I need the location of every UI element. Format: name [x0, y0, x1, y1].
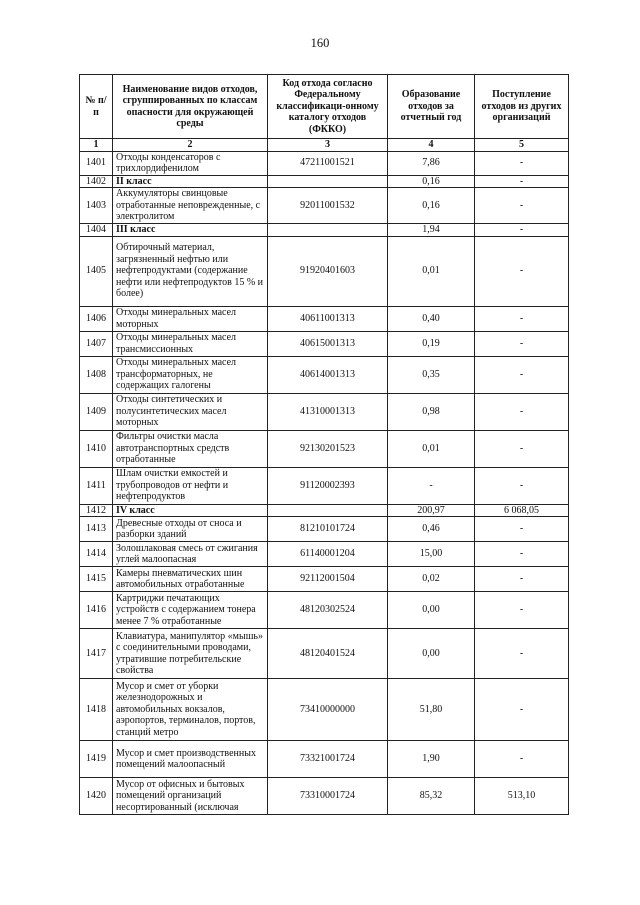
table-row — [80, 188, 569, 224]
waste-name: Отходы минеральных масел моторных — [113, 306, 268, 331]
received-amount: - — [475, 151, 569, 175]
waste-name: Фильтры очистки масла автотранспортных средств отработанные — [113, 430, 268, 467]
row-number: 1415 — [80, 567, 113, 592]
received-amount: - — [475, 331, 569, 356]
table-row — [80, 393, 569, 430]
row-number: 1419 — [80, 741, 113, 778]
waste-name: Мусор и смет производственных помещений малоопасный — [113, 741, 268, 778]
waste-name: Шлам очистки емкостей и трубопроводов от нефти и нефтепродуктов — [113, 467, 268, 504]
row-number: 1418 — [80, 679, 113, 741]
row-number: 1405 — [80, 236, 113, 306]
row-number: 1411 — [80, 467, 113, 504]
waste-name: Отходы минеральных масел трансформаторных, не содержащих галогены — [113, 356, 268, 393]
table-row — [80, 151, 569, 175]
row-number: 1406 — [80, 306, 113, 331]
row-number: 1409 — [80, 393, 113, 430]
hazard-class-name: IV класс — [113, 504, 268, 517]
table-row — [80, 629, 569, 679]
fkko-code: 92011001532 — [268, 188, 388, 224]
class-row — [80, 504, 569, 517]
column-number: 4 — [388, 139, 475, 152]
waste-name: Отходы синтетических и полусинтетических масел моторных — [113, 393, 268, 430]
hazard-class-name: III класс — [113, 224, 268, 237]
page-number: 160 — [310, 36, 330, 50]
fkko-code: 40614001313 — [268, 356, 388, 393]
column-number: 2 — [113, 139, 268, 152]
column-number: 3 — [268, 139, 388, 152]
table-row — [80, 467, 569, 504]
header-num: № п/п — [80, 75, 113, 139]
waste-name: Отходы конденсаторов с трихлордифенилом — [113, 151, 268, 175]
waste-name: Отходы минеральных масел трансмиссионных — [113, 331, 268, 356]
generated-amount: 0,01 — [388, 430, 475, 467]
generated-amount: 7,86 — [388, 151, 475, 175]
generated-amount: 0,01 — [388, 236, 475, 306]
received-amount: - — [475, 175, 569, 188]
row-number: 1401 — [80, 151, 113, 175]
row-number: 1413 — [80, 517, 113, 542]
waste-name: Обтирочный материал, загрязненный нефтью или нефтепродуктами (содержание нефти или нефтепродуктов 15 % и более) — [113, 236, 268, 306]
received-amount: - — [475, 224, 569, 237]
received-amount: - — [475, 741, 569, 778]
received-amount: - — [475, 393, 569, 430]
row-number: 1403 — [80, 188, 113, 224]
received-amount: - — [475, 517, 569, 542]
received-amount: 513,10 — [475, 778, 569, 815]
fkko-code: 48120302524 — [268, 592, 388, 629]
waste-name: Картриджи печатающих устройств с содержанием тонера менее 7 % отработанные — [113, 592, 268, 629]
table-row — [80, 679, 569, 741]
table-row — [80, 542, 569, 567]
fkko-code: 61140001204 — [268, 542, 388, 567]
fkko-code: 92130201523 — [268, 430, 388, 467]
waste-name: Камеры пневматических шин автомобильных отработанные — [113, 567, 268, 592]
row-number: 1412 — [80, 504, 113, 517]
received-amount: - — [475, 188, 569, 224]
table-row — [80, 778, 569, 815]
fkko-code: 81210101724 — [268, 517, 388, 542]
received-amount: - — [475, 430, 569, 467]
generated-amount: 0,00 — [388, 592, 475, 629]
table-row — [80, 236, 569, 306]
table-row — [80, 567, 569, 592]
waste-name: Мусор и смет от уборки железнодорожных и автомобильных вокзалов, аэропортов, терминалов, портов, станций метро — [113, 679, 268, 741]
received-amount: - — [475, 542, 569, 567]
waste-name: Аккумуляторы свинцовые отработанные неповрежденные, с электролитом — [113, 188, 268, 224]
row-number: 1420 — [80, 778, 113, 815]
fkko-code: 41310001313 — [268, 393, 388, 430]
row-number: 1416 — [80, 592, 113, 629]
fkko-code — [268, 224, 388, 237]
row-number: 1407 — [80, 331, 113, 356]
fkko-code — [268, 175, 388, 188]
generated-amount: 0,46 — [388, 517, 475, 542]
generated-amount: 0,35 — [388, 356, 475, 393]
generated-amount: 0,40 — [388, 306, 475, 331]
table-row — [80, 517, 569, 542]
row-number: 1410 — [80, 430, 113, 467]
row-number: 1414 — [80, 542, 113, 567]
row-number: 1402 — [80, 175, 113, 188]
column-number: 1 — [80, 139, 113, 152]
received-amount: - — [475, 306, 569, 331]
generated-amount: 1,90 — [388, 741, 475, 778]
generated-amount: 1,94 — [388, 224, 475, 237]
received-amount: - — [475, 467, 569, 504]
fkko-code: 73410000000 — [268, 679, 388, 741]
received-amount: - — [475, 236, 569, 306]
waste-name: Клавиатура, манипулятор «мышь» с соединительными проводами, утратившие потребительские свойства — [113, 629, 268, 679]
generated-amount: 0,16 — [388, 188, 475, 224]
row-number: 1408 — [80, 356, 113, 393]
fkko-code: 48120401524 — [268, 629, 388, 679]
fkko-code: 91920401603 — [268, 236, 388, 306]
waste-table — [79, 74, 569, 815]
fkko-code — [268, 504, 388, 517]
table-row — [80, 430, 569, 467]
received-amount: 6 068,05 — [475, 504, 569, 517]
generated-amount: 85,32 — [388, 778, 475, 815]
received-amount: - — [475, 629, 569, 679]
hazard-class-name: II класс — [113, 175, 268, 188]
waste-name: Древесные отходы от сноса и разборки зданий — [113, 517, 268, 542]
fkko-code: 92112001504 — [268, 567, 388, 592]
generated-amount: - — [388, 467, 475, 504]
table-row — [80, 331, 569, 356]
fkko-code: 91120002393 — [268, 467, 388, 504]
class-row — [80, 224, 569, 237]
generated-amount: 0,00 — [388, 629, 475, 679]
header-name: Наименование видов отходов, сгруппированных по классам опасности для окружающей среды — [113, 75, 268, 139]
fkko-code: 40615001313 — [268, 331, 388, 356]
received-amount: - — [475, 679, 569, 741]
fkko-code: 73321001724 — [268, 741, 388, 778]
column-number: 5 — [475, 139, 569, 152]
fkko-code: 73310001724 — [268, 778, 388, 815]
header-generated: Образование отходов за отчетный год — [388, 75, 475, 139]
waste-name: Золошлаковая смесь от сжигания углей малоопасная — [113, 542, 268, 567]
header-received: Поступление отходов из других организаций — [475, 75, 569, 139]
column-number-row — [80, 139, 569, 152]
class-row — [80, 175, 569, 188]
generated-amount: 51,80 — [388, 679, 475, 741]
table-row — [80, 356, 569, 393]
received-amount: - — [475, 592, 569, 629]
generated-amount: 200,97 — [388, 504, 475, 517]
generated-amount: 0,02 — [388, 567, 475, 592]
row-number: 1404 — [80, 224, 113, 237]
fkko-code: 40611001313 — [268, 306, 388, 331]
table-row — [80, 306, 569, 331]
generated-amount: 0,16 — [388, 175, 475, 188]
waste-name: Мусор от офисных и бытовых помещений организаций несортированный (исключая — [113, 778, 268, 815]
generated-amount: 0,19 — [388, 331, 475, 356]
table-row — [80, 592, 569, 629]
generated-amount: 15,00 — [388, 542, 475, 567]
row-number: 1417 — [80, 629, 113, 679]
received-amount: - — [475, 567, 569, 592]
generated-amount: 0,98 — [388, 393, 475, 430]
fkko-code: 47211001521 — [268, 151, 388, 175]
received-amount: - — [475, 356, 569, 393]
table-row — [80, 741, 569, 778]
header-row — [80, 75, 569, 139]
header-code: Код отхода согласно Федеральному классификаци-онному каталогу отходов (ФККО) — [268, 75, 388, 139]
